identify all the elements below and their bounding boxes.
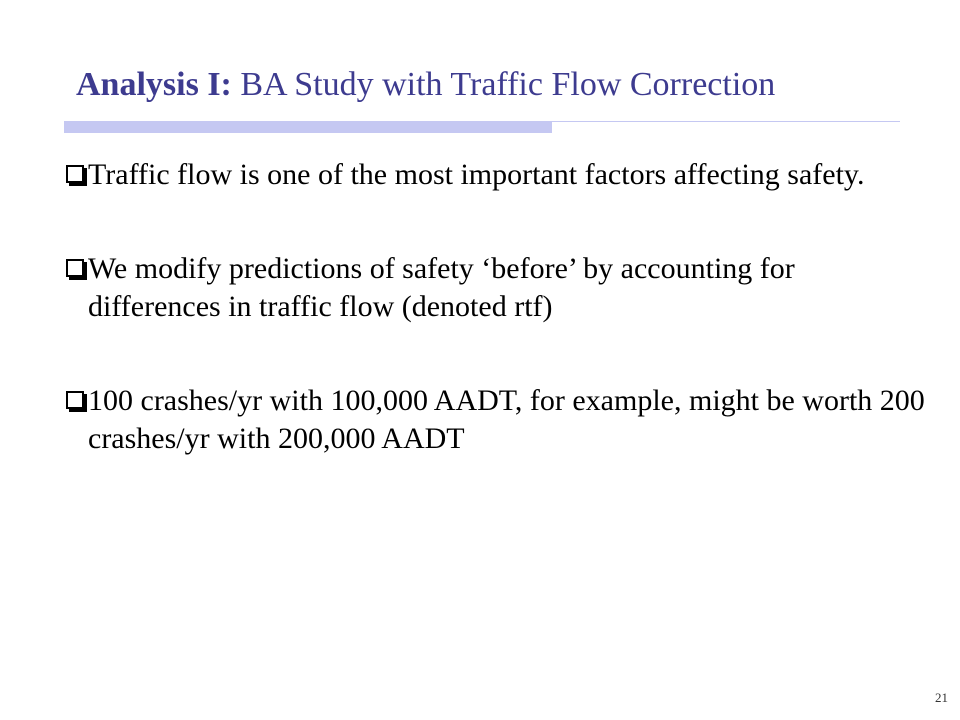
checkbox-bullet-icon <box>66 391 84 409</box>
checkbox-bullet-icon <box>66 259 84 277</box>
bullet-text: We modify predictions of safety ‘before’ by accounting for differences in traffic flow (denoted rtf) <box>88 252 795 323</box>
title-rest: BA Study with Traffic Flow Correction <box>231 66 776 103</box>
title-underline-thick <box>64 121 552 133</box>
bullet-text: 100 crashes/yr with 100,000 AADT, for example, might be worth 200 crashes/yr with 200,000 AADT <box>88 384 925 455</box>
title-underline-thin <box>552 121 900 122</box>
slide-title <box>76 66 775 103</box>
bullet-item <box>66 156 926 194</box>
bullet-item <box>66 250 926 326</box>
checkbox-bullet-icon <box>66 165 84 183</box>
title-lead: Analysis I: <box>76 66 232 103</box>
bullet-list <box>66 156 926 514</box>
bullet-item <box>66 382 926 458</box>
page-number: 21 <box>935 690 948 705</box>
bullet-text: Traffic flow is one of the most important factors affecting safety. <box>88 158 865 191</box>
